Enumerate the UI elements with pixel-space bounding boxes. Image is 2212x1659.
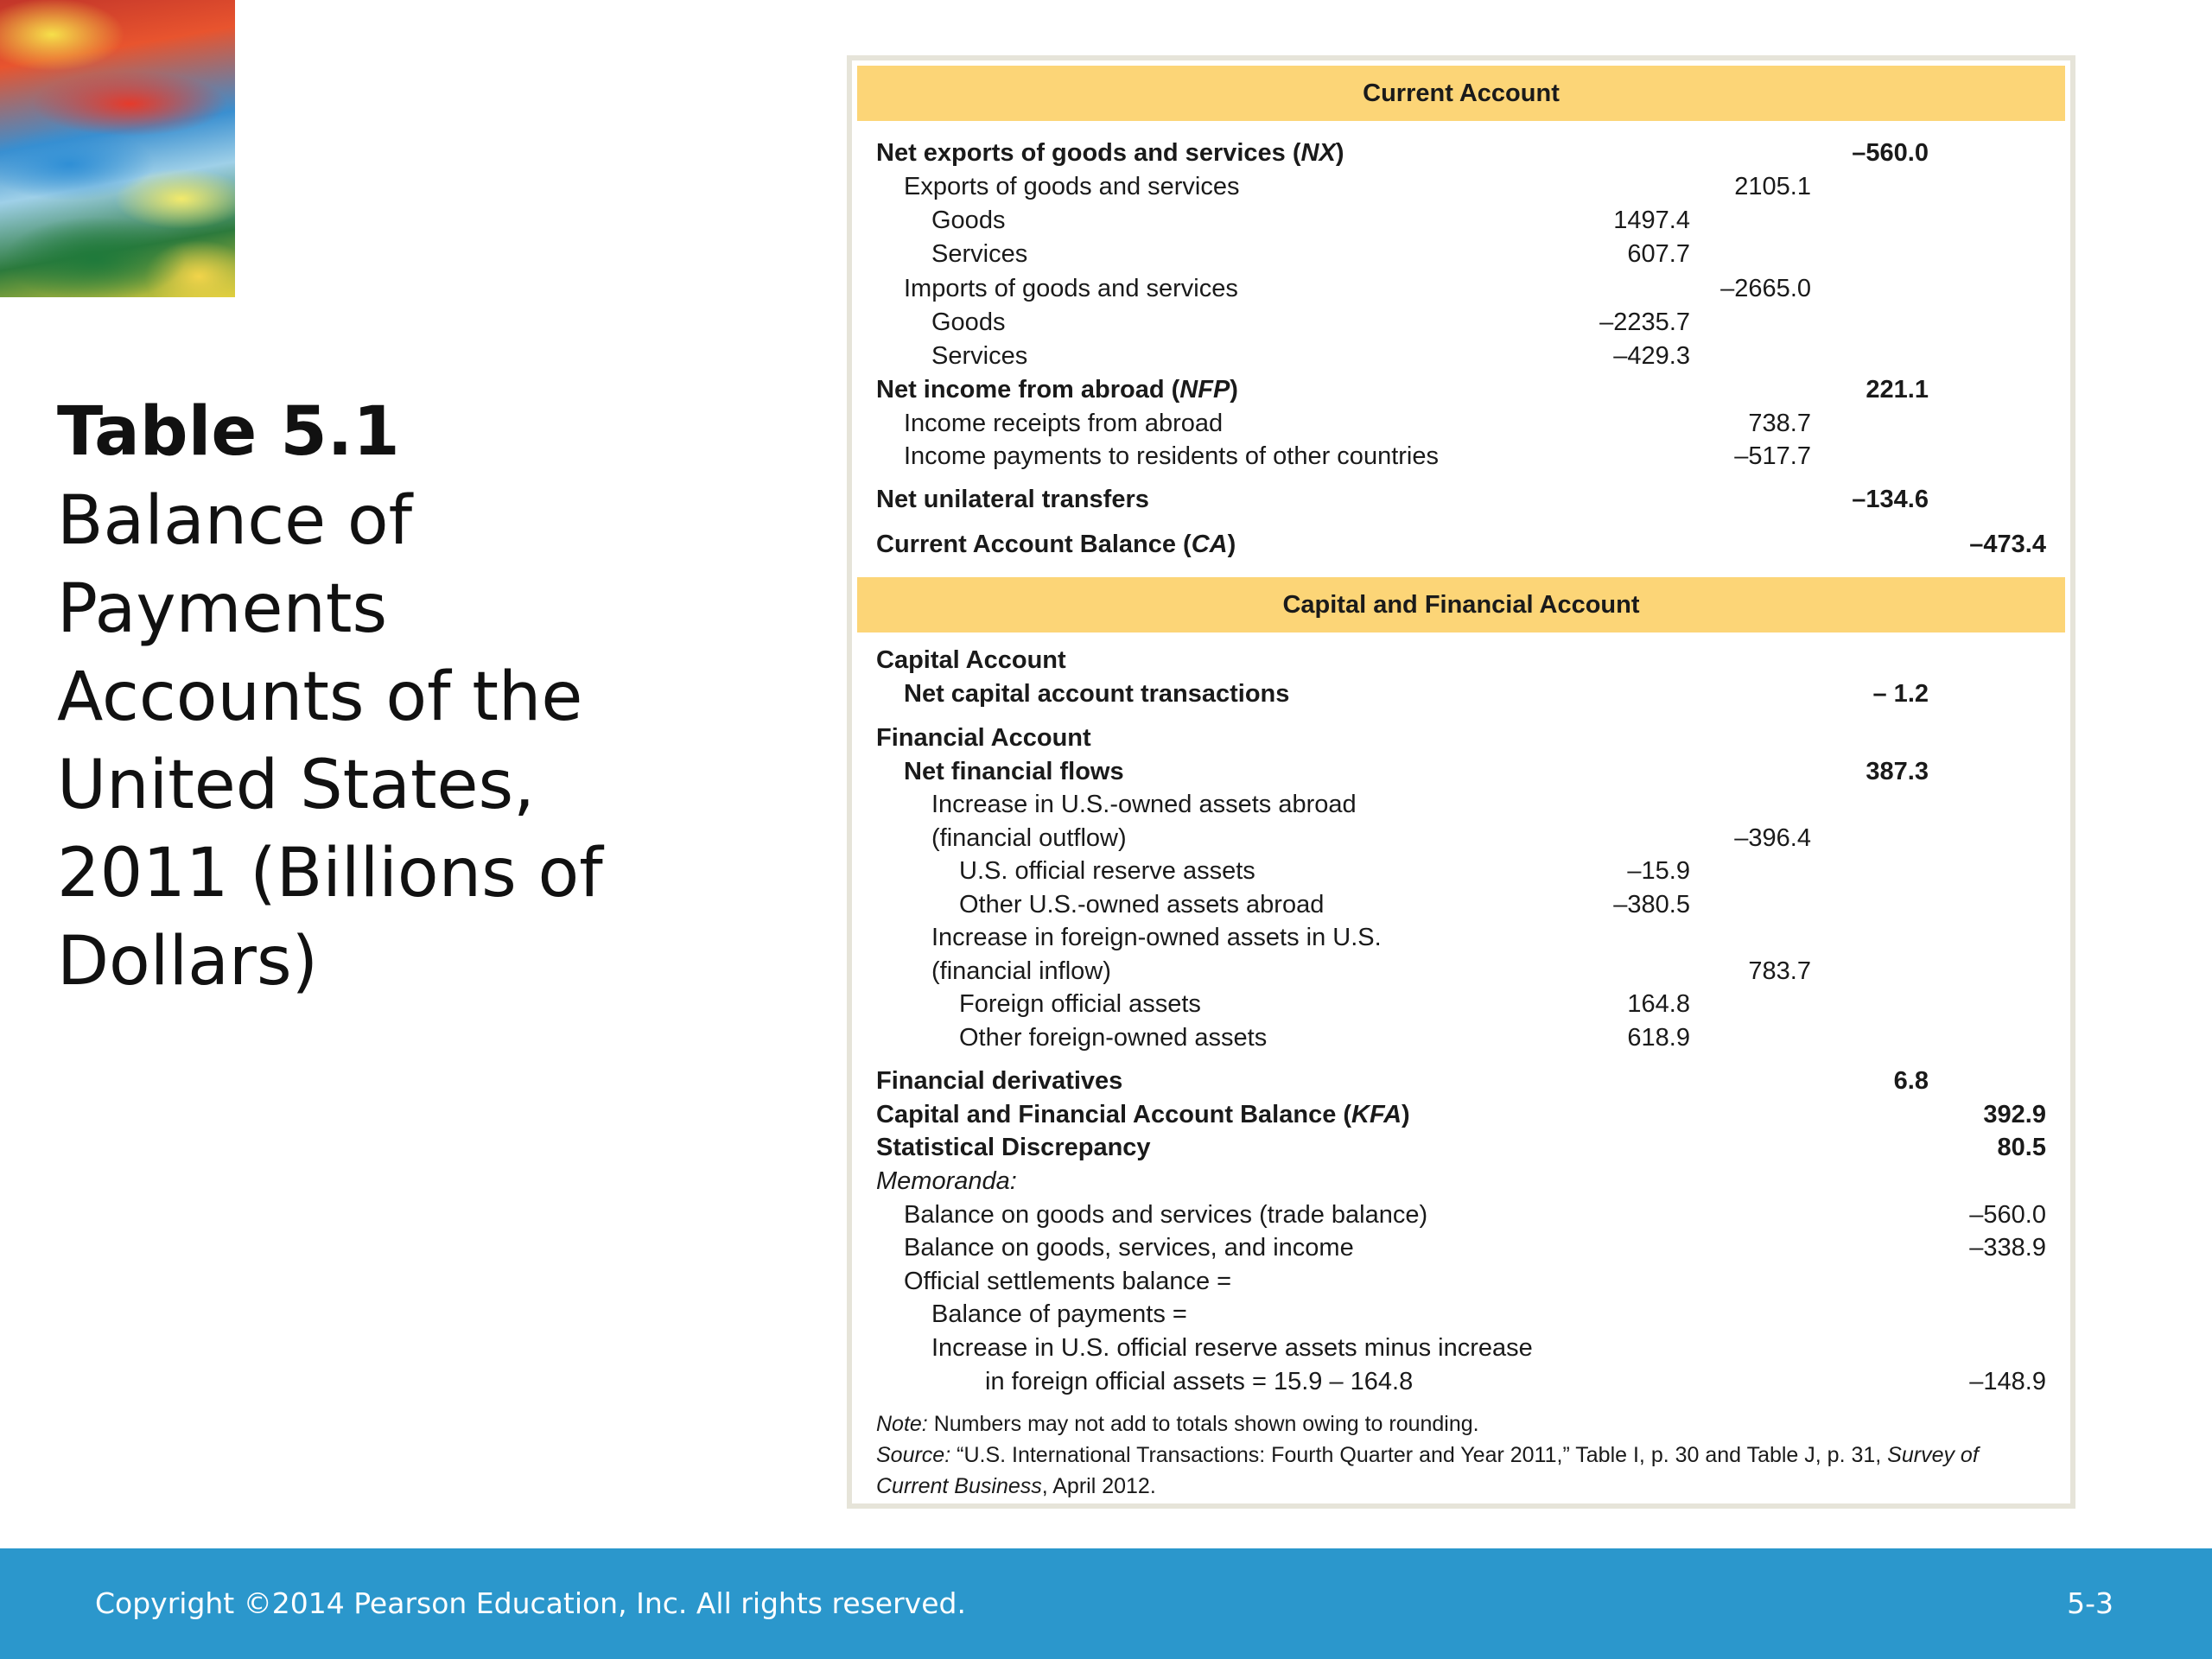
row-value: 783.7 [1748,957,1811,985]
title-line: Balance of [57,482,413,560]
row-label: U.S. official reserve assets [959,857,1255,885]
table-row [852,407,2070,440]
row-value: 164.8 [1627,990,1690,1018]
row-value: –148.9 [1969,1368,2046,1395]
table-row [852,677,2070,710]
row-value: 607.7 [1627,240,1690,268]
table-row [852,1131,2070,1164]
table-source: Source: “U.S. International Transactions: Fourth Quarter and Year 2011,” Table I, p. 30 and Table J, p. 31, Survey of Current Business, April 2012. [876,1443,1979,1498]
table-row [852,528,2070,561]
table-row [852,170,2070,203]
row-label: Net financial flows [904,758,1124,785]
row-value: 392.9 [1983,1101,2046,1128]
row-value: –560.0 [1852,139,1929,167]
title-line: Payments [57,570,388,648]
row-value: – 1.2 [1872,680,1929,708]
row-label: Balance on goods, services, and income [904,1234,1354,1262]
row-label: Goods [931,207,1006,234]
table-row [852,1098,2070,1131]
copyright-text: Copyright ©2014 Pearson Education, Inc. All rights reserved. [95,1586,966,1620]
page-number: 5-3 [2067,1586,2113,1620]
row-label: Exports of goods and services [904,173,1240,200]
row-label: Goods [931,308,1006,336]
row-value: 618.9 [1627,1024,1690,1052]
row-label: Income payments to residents of other countries [904,442,1439,470]
slide-title [57,387,696,1006]
table-row [852,483,2070,516]
row-value: –517.7 [1734,442,1811,470]
row-label: Official settlements balance = [904,1268,1232,1295]
title-line: Dollars) [57,923,319,1001]
row-value: 6.8 [1893,1067,1929,1095]
row-value: –2665.0 [1720,275,1811,302]
table-row [852,855,2070,887]
row-value: 221.1 [1866,376,1929,404]
row-label: Services [931,240,1028,268]
row-label: Income receipts from abroad [904,410,1224,437]
table-row [852,1165,2070,1198]
table-row [852,373,2070,406]
row-value: 738.7 [1748,410,1811,437]
footer-bar [0,1548,2212,1659]
row-label: in foreign official assets = 15.9 – 164.8 [985,1368,1414,1395]
row-label: Financial Account [876,724,1091,752]
row-value: –15.9 [1627,857,1690,885]
title-line: United States, [57,747,535,824]
row-value: –473.4 [1969,531,2046,558]
table-row [852,921,2070,954]
row-value: –380.5 [1613,891,1690,918]
table-row [852,440,2070,473]
row-label: Imports of goods and services [904,275,1238,302]
row-label: Increase in U.S. official reserve assets minus increase [931,1334,1533,1362]
table-row [852,306,2070,339]
table-row [852,137,2070,169]
row-label: Services [931,342,1028,370]
table-row [852,988,2070,1020]
row-label: Other U.S.-owned assets abroad [959,891,1325,918]
table-row [852,238,2070,270]
table-number: Table 5.1 [57,393,400,471]
row-label: Net capital account transactions [904,680,1290,708]
balance-of-payments-table [847,55,2075,1509]
row-label: Balance of payments = [931,1300,1187,1328]
row-label: Other foreign-owned assets [959,1024,1268,1052]
row-value: 80.5 [1997,1134,2046,1161]
table-row [852,1231,2070,1264]
table-row [852,1198,2070,1231]
table-row [852,721,2070,754]
table-row [852,1265,2070,1298]
table-row [852,788,2070,821]
row-label: Net income from abroad (NFP) [876,376,1238,404]
table-row [852,1065,2070,1097]
table-row [852,1298,2070,1331]
row-value: –2235.7 [1599,308,1690,336]
row-value: 1497.4 [1613,207,1690,234]
row-label: Net unilateral transfers [876,486,1149,513]
table-row [852,644,2070,677]
row-label: (financial outflow) [931,824,1127,852]
row-label: Increase in U.S.-owned assets abroad [931,791,1357,818]
title-line: Accounts of the [57,658,583,736]
table-row [852,1332,2070,1364]
row-label: Capital and Financial Account Balance (KFA) [876,1101,1410,1128]
table-row [852,272,2070,305]
row-value: –429.3 [1613,342,1690,370]
table-note: Note: Numbers may not add to totals shown owing to rounding. [876,1412,1479,1436]
row-label: Net exports of goods and services (NX) [876,139,1344,167]
row-label: Statistical Discrepancy [876,1134,1151,1161]
row-value: –338.9 [1969,1234,2046,1262]
row-label: Financial derivatives [876,1067,1123,1095]
capital-financial-account-header: Capital and Financial Account [857,577,2065,632]
row-label: Balance on goods and services (trade balance) [904,1201,1428,1229]
row-label: (financial inflow) [931,957,1111,985]
row-value: 387.3 [1866,758,1929,785]
row-value: –134.6 [1852,486,1929,513]
table-row [852,1021,2070,1054]
current-account-header: Current Account [857,66,2065,121]
table-row [852,888,2070,921]
row-label: Current Account Balance (CA) [876,531,1236,558]
abstract-painting-image [0,0,235,297]
table-row [852,955,2070,988]
table-row [852,1365,2070,1398]
row-label: Foreign official assets [959,990,1201,1018]
row-label: Memoranda: [876,1167,1017,1195]
row-value: –396.4 [1734,824,1811,852]
table-row [852,340,2070,372]
row-value: –560.0 [1969,1201,2046,1229]
row-label: Capital Account [876,646,1066,674]
row-label: Increase in foreign-owned assets in U.S. [931,924,1382,951]
table-row [852,755,2070,788]
table-row [852,204,2070,237]
title-line: 2011 (Billions of [57,835,603,912]
row-value: 2105.1 [1734,173,1811,200]
table-row [852,822,2070,855]
